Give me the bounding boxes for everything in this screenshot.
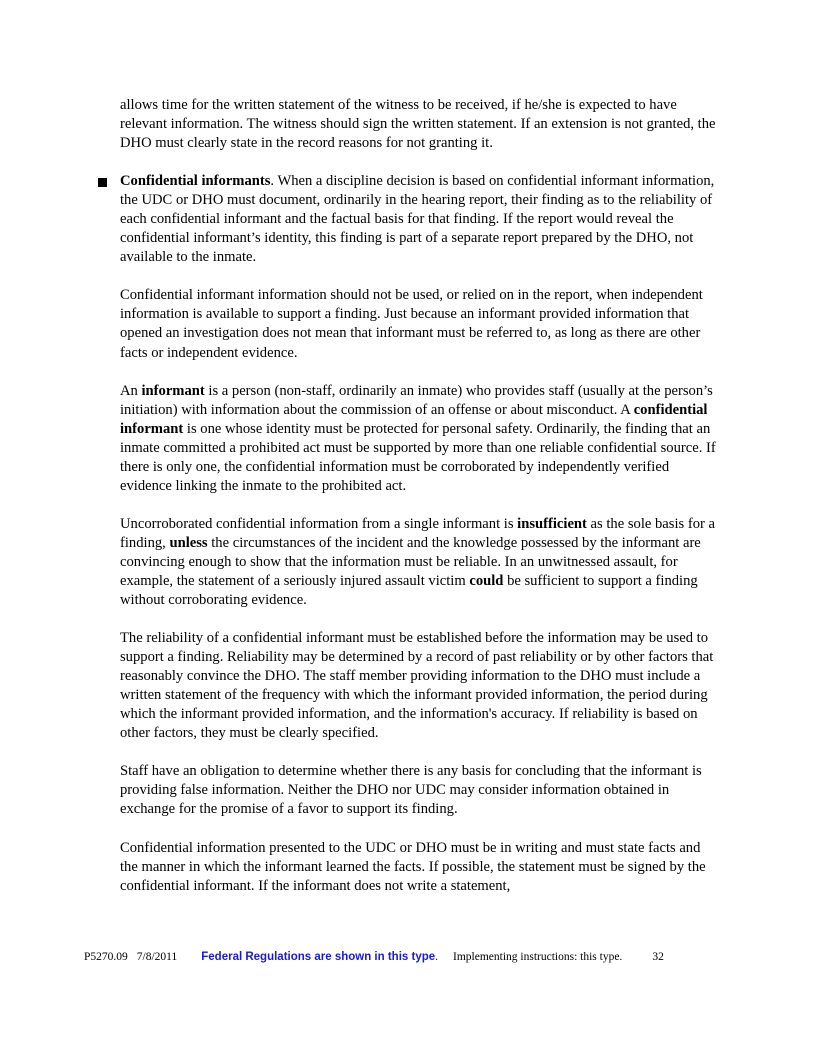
bold-term: informant	[141, 382, 205, 399]
bold-term: confidential informant	[120, 401, 708, 437]
intro-paragraph: allows time for the written statement of the witness to be received, if he/she is expected to have relevant information. The witness should sign the written statement. If an extension is not granted, the DHO must clearly state in the record reasons for not granting it.	[120, 97, 716, 152]
paragraph-not-used: Confidential informant information should not be used, or relied on in the report, when independent information is available to support a finding. Just because an informant provided information that opened an investigation does not mean that informant must be referred to, as long as there are other facts or independent evidence.	[120, 287, 703, 361]
paragraph-uncorroborated	[120, 515, 720, 610]
confidential-informants-bullet	[120, 172, 720, 267]
footer-doc-number: P5270.09	[84, 951, 128, 963]
square-bullet-icon	[98, 178, 107, 187]
paragraph-in-writing: Confidential information presented to the UDC or DHO must be in writing and must state facts and the manner in which the informant learned the facts. If possible, the statement must be signed by the confidential informant. If the informant does not write a statement,	[120, 839, 706, 894]
bullet-text: . When a discipline decision is based on confidential informant information, the UDC or DHO must document, ordinarily in the hearing report, their finding as to the reliability of each confidential informant and the factual basis for that finding. If the report would reveal the confidential informant’s identity, this finding is part of a separate report prepared by the DHO, not available to the inmate.	[120, 173, 715, 266]
text-run: the circumstances of the incident and the knowledge possessed by the informant are convincing enough to show that the information must be reliable. In an unwitnessed assault, for example, the statement of a seriously injured assault victim	[120, 534, 701, 589]
text-run: is one whose identity must be protected for personal safety. Ordinarily, the finding that an inmate committed a prohibited act must be supported by more than one reliable confidential source. If there is only one, the confidential information must be corroborated by independently verified evidence linking the inmate to the prohibited act.	[120, 420, 716, 494]
text-run: is a person (non-staff, ordinarily an inmate) who provides staff (usually at the person’s initiation) with information about the commission of an offense or about misconduct. A	[120, 382, 713, 418]
bold-term: insufficient	[517, 515, 587, 532]
bold-term: unless	[169, 534, 208, 551]
footer-federal-regulations-label: Federal Regulations are shown in this type	[201, 951, 436, 963]
text-run: be sufficient to support a finding without corroborating evidence.	[120, 572, 698, 609]
footer-period: .	[435, 951, 439, 963]
paragraph-staff-obligation: Staff have an obligation to determine whether there is any basis for concluding that the informant is providing false information. Neither the DHO nor UDC may consider information obtained in exchange for the promise of a favor to support its finding.	[120, 763, 702, 818]
text-run: as the sole basis for a finding,	[120, 515, 715, 551]
bold-term: could	[469, 572, 504, 589]
bullet-heading: Confidential informants	[120, 173, 271, 190]
page-footer	[84, 951, 664, 963]
text-run: An	[120, 382, 142, 399]
page-body	[120, 96, 720, 915]
footer-page-number: 32	[652, 951, 664, 963]
text-run: Uncorroborated confidential information from a single informant is	[120, 515, 518, 532]
footer-implementing-label: Implementing instructions: this type.	[453, 951, 623, 963]
paragraph-informant-definition	[120, 382, 720, 496]
footer-date: 7/8/2011	[136, 951, 178, 963]
paragraph-reliability: The reliability of a confidential informant must be established before the information may be used to support a finding. Reliability may be determined by a record of past reliability or by other factors that reasonably convince the DHO. The staff member providing information to the DHO must include a written statement of the frequency with which the informant provided information, the period during which the informant provided information, and the information's accuracy. If reliability is based on other factors, they must be clearly specified.	[120, 630, 714, 742]
